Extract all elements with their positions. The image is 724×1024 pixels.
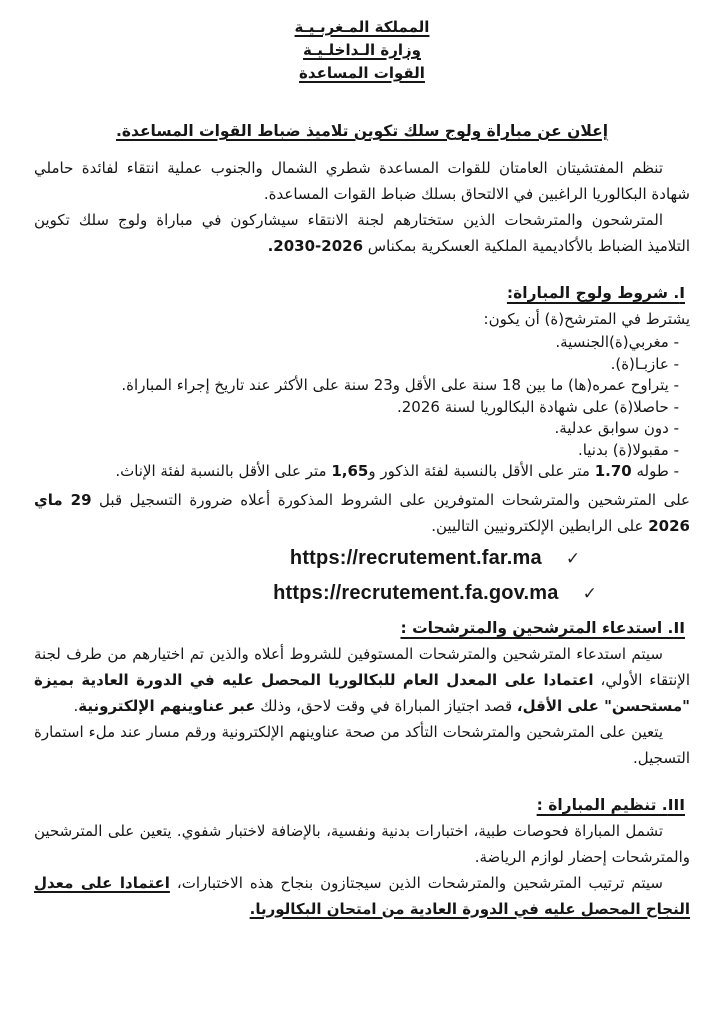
recruitment-fa-gov-link[interactable]: https://recrutement.fa.gov.ma — [273, 581, 559, 604]
registration-paragraph — [34, 487, 690, 539]
academy-years: 2030-2026 — [273, 237, 364, 255]
section-2-heading-text: II. استدعاء المترشحين والمترشحات : — [400, 618, 685, 637]
ranking-text-1: سيتم ترتيب المترشحين والمترشحات الذين سيجتازون بنجاح هذه الاختبارات، — [169, 873, 663, 892]
conditions-list — [34, 332, 690, 483]
email-notification-bold: عبر عناوينهم الإلكترونية — [78, 696, 256, 715]
conditions-lead: يشترط في المترشح(ة) أن يكون: — [483, 310, 690, 328]
condition-no-criminal-record: - دون سوابق عدلية. — [554, 419, 679, 437]
link-line-fa-gov — [180, 576, 690, 611]
min-height-males: 1.70 — [594, 462, 632, 480]
announcement-title-text: إعلان عن مباراة ولوج سلك تكوين تلاميذ ضباط القوات المساعدة. — [115, 122, 609, 140]
verify-email-paragraph: يتعين على المترشحين والمترشحات التأكد من صحة عناوينهم الإلكترونية ورقم مسار عند ملء استمارة التسجيل. — [34, 722, 690, 767]
document-header — [34, 16, 690, 85]
ranking-paragraph — [34, 870, 690, 922]
call-up-paragraph — [34, 641, 690, 719]
auxiliary-forces-name-text: القوات المساعدة — [299, 64, 425, 82]
condition-height-text-1: - طوله — [631, 462, 679, 480]
condition-height-text-2: متر على الأقل بالنسبة لفئة الذكور و — [368, 462, 595, 480]
kingdom-name-text: المملكة المـغربـيـة — [294, 18, 430, 36]
intro-paragraph-1: تنظم المفتشيتان العامتان للقوات المساعدة شطري الشمال والجنوب عملية انتقاء لفائدة حاملي شهادة البكالوريا الراغبين في الالتحاق بسلك ضباط القوات المساعدة. — [34, 159, 690, 203]
ranking-criterion-bold-underlined: اعتمادا على معدل النجاح المحصل عليه في الدورة العادية من امتحان البكالوريا. — [34, 873, 690, 918]
registration-links — [180, 541, 690, 611]
intro-paragraph-2-period: . — [267, 237, 274, 255]
condition-physical-fitness: - مقبولا(ة) بدنيا. — [577, 440, 679, 459]
link-line-far — [180, 541, 690, 576]
call-up-text-2: قصد اجتياز المباراة في وقت لاحق، وذلك — [255, 696, 517, 715]
section-2-heading — [34, 615, 690, 641]
section-3-heading-text: III. تنظيم المباراة : — [536, 795, 685, 814]
condition-age: - يتراوح عمره(ها) ما بين 18 سنة على الأقل و23 سنة على الأكثر عند تاريخ إجراء المباراة. — [121, 376, 679, 394]
call-up-text-1: سيتم استدعاء المترشحين والمترشحات المستوفين للشروط أعلاه والذين تم اختيارهم من طرف لجنة الإنتقاء الأولي، — [34, 644, 690, 689]
registration-text-1: على المترشحين والمترشحات المتوفرين على الشروط المذكورة أعلاه ضرورة التسجيل قبل — [91, 490, 691, 509]
intro-paragraph-2-text: المترشحون والمترشحات الذين ستختارهم لجنة الانتقاء سيشاركون في مباراة ولوج سلك تكوين التلاميذ الضباط بالأكاديمية الملكية العسكرية بمكناس — [34, 211, 690, 255]
call-up-period: . — [73, 696, 79, 715]
condition-height — [34, 461, 679, 483]
min-height-females: 1,65 — [331, 462, 369, 480]
condition-baccalaureate: - حاصلا(ة) على شهادة البكالوريا لسنة 2026. — [396, 397, 679, 416]
ministry-name-text: وزارة الـداخلـيـة — [303, 41, 421, 59]
condition-nationality: - مغربي(ة)الجنسية. — [555, 333, 679, 351]
selection-criterion-bold: اعتمادا على المعدل العام للبكالوريا المحصل عليه في الدورة العادية بميزة "مستحسن" على الأقل، — [34, 670, 690, 715]
condition-height-text-3: متر على الأقل بالنسبة لفئة الإناث. — [115, 462, 332, 480]
auxiliary-forces-name — [34, 62, 690, 85]
section-1-heading — [34, 280, 690, 306]
checkmark-icon: ✓ — [565, 548, 581, 569]
ministry-name — [34, 39, 690, 62]
exam-content-paragraph: تشمل المباراة فحوصات طبية، اختبارات بدنية ونفسية، بالإضافة لاختبار شفوي. يتعين على المترشحين والمترشحات إحضار لوازم الرياضة. — [34, 821, 690, 866]
kingdom-name — [34, 16, 690, 39]
registration-text-2: على الرابطين الإلكترونيين التاليين. — [431, 516, 649, 535]
intro-paragraph-2 — [34, 207, 690, 259]
registration-deadline: 29 ماي 2026 — [34, 490, 690, 535]
recruitment-far-link[interactable]: https://recrutement.far.ma — [289, 546, 542, 569]
section-1-heading-text: I. شروط ولوج المباراة: — [506, 284, 685, 302]
announcement-title — [34, 122, 690, 140]
section-3-heading — [34, 792, 690, 818]
checkmark-icon: ✓ — [582, 583, 597, 604]
condition-single: - عازبـا(ة). — [610, 354, 679, 373]
